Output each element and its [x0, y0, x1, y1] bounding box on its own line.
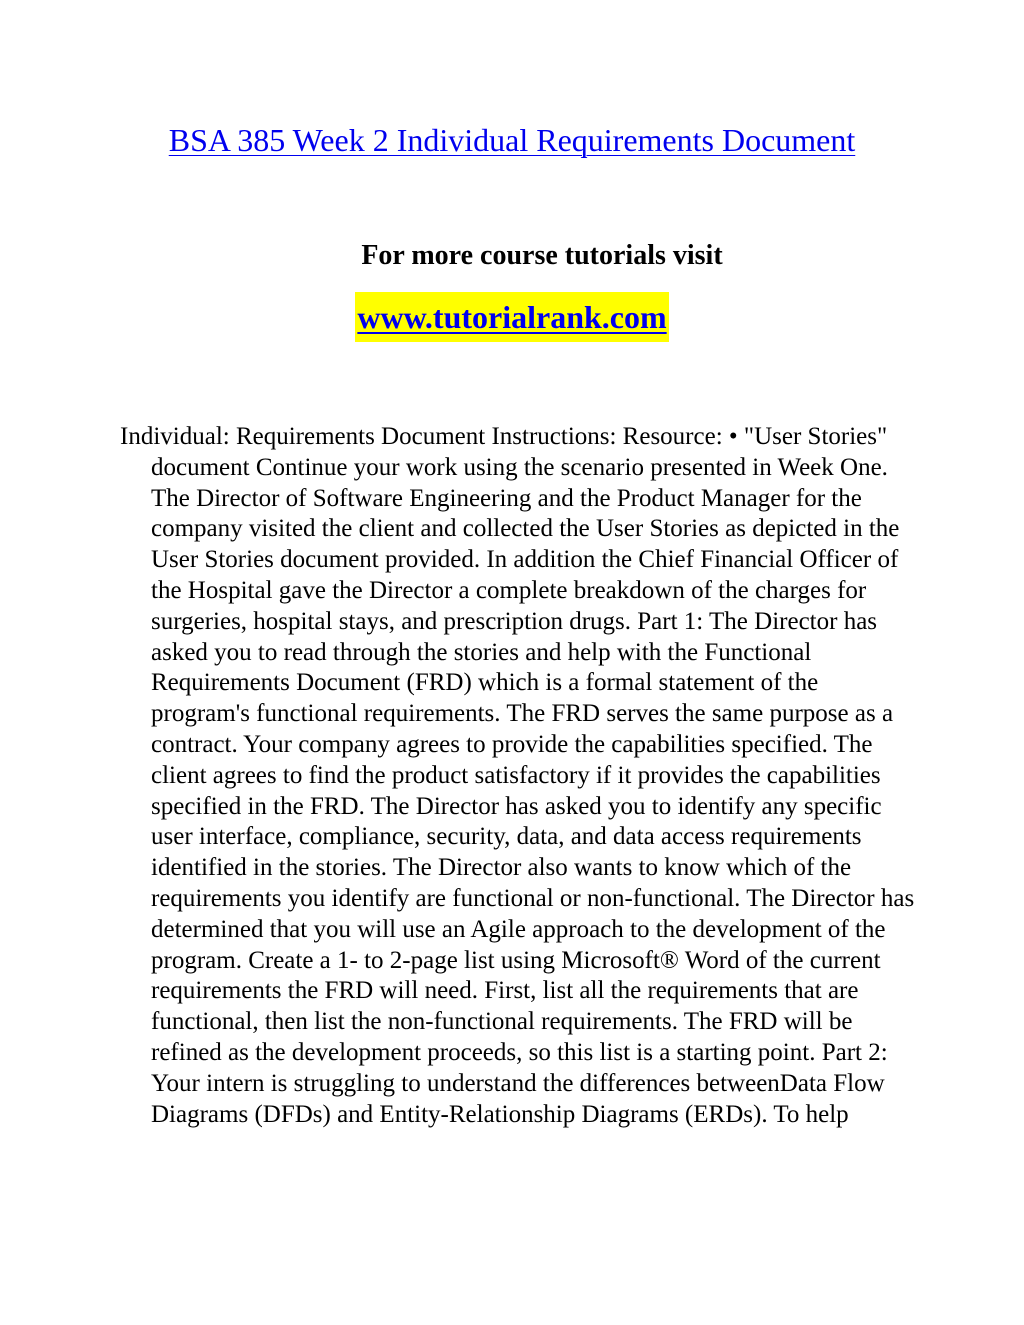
site-link-container [0, 292, 1024, 342]
document-title [0, 118, 1024, 162]
promo-text: For more course tutorials visit [361, 240, 723, 271]
site-link[interactable]: www.tutorialrank.com [355, 292, 668, 342]
body-paragraph: Individual: Requirements Document Instructions: Resource: • "User Stories" document Continue your work using the scenario presented in Week One. The Director of Software Engineering and the Product Manager for the company visited the client and collected the User Stories as depicted in the User Stories document provided. In addition the Chief Financial Officer of the Hospital gave the Director a complete breakdown of the charges for surgeries, hospital stays, and prescription drugs. Part 1: The Director has asked you to read through the stories and help with the Functional Requirements Document (FRD) which is a formal statement of the program's functional requirements. The FRD serves the same purpose as a contract. Your company agrees to provide the capabilities specified. The client agrees to find the product satisfactory if it provides the capabilities specified in the FRD. The Director has asked you to identify any specific user interface, compliance, security, data, and data access requirements identified in the stories. The Director also wants to know which of the requirements you identify are functional or non-functional. The Director has determined that you will use an Agile approach to the development of the program. Create a 1- to 2-page list using Microsoft® Word of the current requirements the FRD will need. First, list all the requirements that are functional, then list the non-functional requirements. The FRD will be refined as the development proceeds, so this list is a starting point. Part 2: Your intern is struggling to understand the differences betweenData Flow Diagrams (DFDs) and Entity-Relationship Diagrams (ERDs). To help [120, 423, 915, 1128]
document-title-link[interactable]: BSA 385 Week 2 Individual Requirements Document [168, 122, 856, 158]
